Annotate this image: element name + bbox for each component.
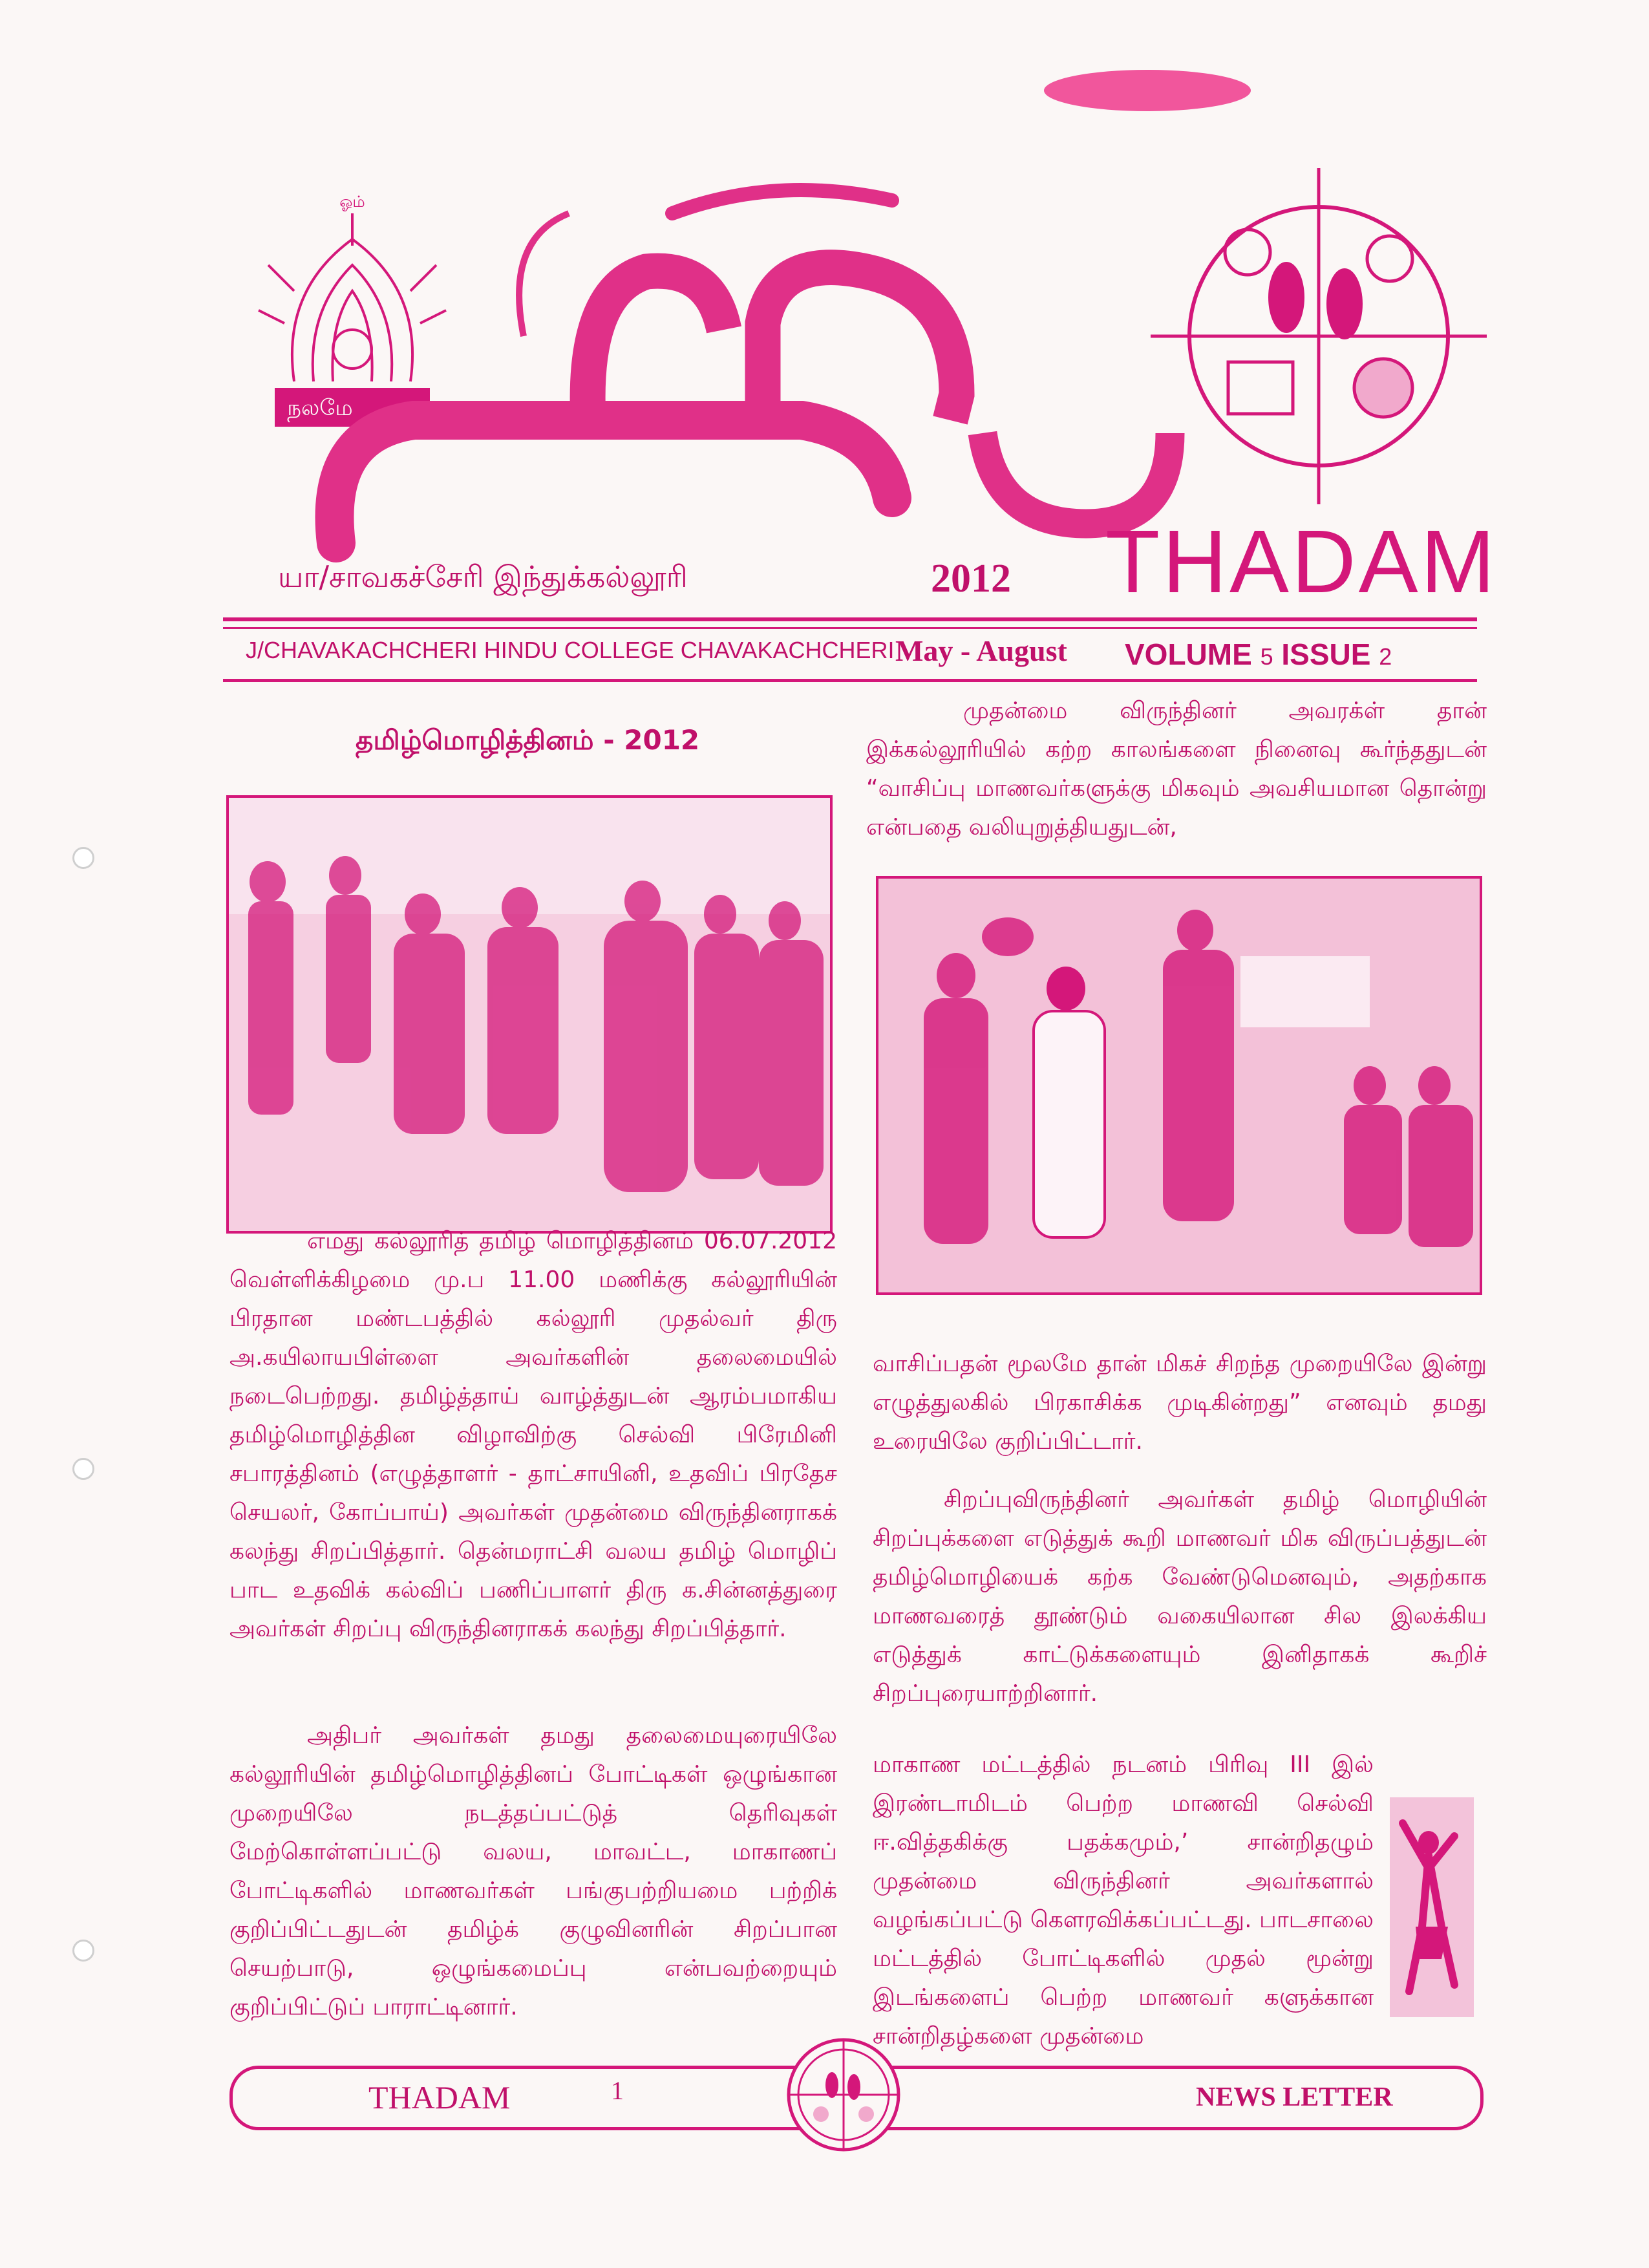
crosshair-emblem [1151,168,1487,504]
punch-hole [72,847,94,869]
svg-text:நலமே: நலமே [287,395,353,421]
masthead-title-english: THADAM [1105,512,1498,612]
article-paragraph [229,1222,837,1649]
issue-year: 2012 [931,557,1011,601]
svg-text:ஓம்: ஓம் [339,193,365,211]
school-name-english: J/CHAVAKACHCHERI HINDU COLLEGE CHAVAKACHCHERI [246,637,895,663]
paragraph-text: முதன்மை விருந்தினர் அவரக்ள் தான் இக்கல்லூரியில் கற்ற காலங்களை நினைவு கூர்ந்ததுடன் “வாசிப்பு மாணவர்களுக்கு மிகவும் அவசியமான தொன்று என்பதை வலியுறுத்தியதுடன், [866,698,1487,840]
article-paragraph [873,1345,1487,1461]
paragraph-text: வாசிப்பதன் மூலமே தான் மிகச் சிறந்த முறையிலே இன்று எழுத்துலகில் பிரகாசிக்க முடிகின்றது” எனவும் தமது உரையிலே குறிப்பிட்டார். [873,1351,1487,1455]
paragraph-text: மாகாண மட்டத்தில் நடனம் பிரிவு III இல் இரண்டாமிடம் பெற்ற மாணவி செல்வி ஈ.வித்தகிக்கு பதக்கமும்,’ சான்றிதழும் முதன்மை விருந்தினர் அவர்களால் வழங்கப்பட்டு கௌரவிக்கப்பட்டது. பாடசாலை மட்டத்தில் போட்டிகளில் முதல் மூன்று இடங்களைப் பெற்ற மாணவர் களுக்கான சான்றிதழ்களை முதன்மை [873,1751,1374,2049]
award-presentation-photo [876,876,1482,1295]
procession-photo [226,795,833,1234]
footer-newsletter-label: NEWS LETTER [1196,2082,1393,2112]
article-heading: தமிழ்மொழித்தினம் - 2012 [356,724,700,756]
issue-label: ISSUE [1281,637,1371,671]
dancer-photo [1390,1797,1474,2017]
header-rule-thin [223,627,1477,629]
volume-label: VOLUME [1125,637,1252,671]
header-rule-bottom [223,679,1477,682]
punch-hole [72,1940,94,1962]
article-paragraph [229,1717,837,2027]
page-number: 1 [611,2076,624,2105]
footer-publication-name: THADAM [368,2079,511,2115]
article-paragraph [866,692,1487,847]
paragraph-text: எமது கல்லூரித் தமிழ் மொழித்தினம் 06.07.2012 வெள்ளிக்கிழமை மு.ப 11.00 மணிக்கு கல்லூரியின் பிரதான மண்டபத்தில் கல்லூரி முதல்வர் திரு அ.கயிலாயபிள்ளை அவர்களின் தலைமையில் நடைபெற்றது. தமிழ்த்தாய் வாழ்த்துடன் ஆரம்பமாகிய தமிழ்மொழித்தின விழாவிற்கு செல்வி பிரேமினி சபாரத்தினம் (எழுத்தாளர் - தாட்சாயினி, உதவிப் பிரதேச செயலர், கோப்பாய்) அவர்கள் முதன்மை விருந்தினராகக் கலந்து சிறப்பித்தார். தென்மராட்சி வலய தமிழ் மொழிப் பாட உதவிக் கல்விப் பணிப்பாளர் திரு க.சின்னத்துரை அவர்கள் சிறப்பு விருந்தினராகக் கலந்து சிறப்பித்தார். [229,1228,837,1642]
paragraph-text: சிறப்புவிருந்தினர் அவர்கள் தமிழ் மொழியின் சிறப்புக்களை எடுத்துக் கூறி மாணவர் மிக விருப்பத்துடன் தமிழ்மொழியைக் கற்க வேண்டுமெனவும், அதற்காக மாணவரைத் தூண்டும் வகையிலான சில இலக்கிய எடுத்துக் காட்டுக்களையும் இனிதாகக் கூறிச் சிறப்புரையாற்றினார். [873,1486,1487,1707]
article-paragraph [873,1481,1487,1713]
school-name-tamil: யா/சாவகச்சேரி இந்துக்கல்லூரி [278,559,688,594]
ink-stamp [1041,65,1254,116]
header-rule-top [223,617,1477,621]
volume-issue [1125,637,1392,672]
volume-number: 5 [1260,643,1273,670]
issue-number: 2 [1379,643,1392,670]
masthead-title-art [310,162,1228,562]
issue-months: May - August [895,634,1067,667]
punch-hole [72,1458,94,1480]
article-paragraph [873,1746,1480,2056]
footer-emblem-icon [785,2037,902,2153]
paragraph-text: அதிபர் அவர்கள் தமது தலைமையுரையிலே கல்லூரியின் தமிழ்மொழித்தினப் போட்டிகள் ஒழுங்கான முறையிலே நடத்தப்பட்டுத் தெரிவுகள் மேற்கொள்ளப்பட்டு வலய, மாவட்ட, மாகாணப் போட்டிகளில் மாணவர்கள் பங்குபற்றியமை பற்றிக் குறிப்பிட்டதுடன் தமிழ்க் குழுவினரின் சிறப்பான செயற்பாடு, ஒழுங்கமைப்பு என்பவற்றையும் குறிப்பிட்டுப் பாராட்டினார். [229,1722,837,2020]
